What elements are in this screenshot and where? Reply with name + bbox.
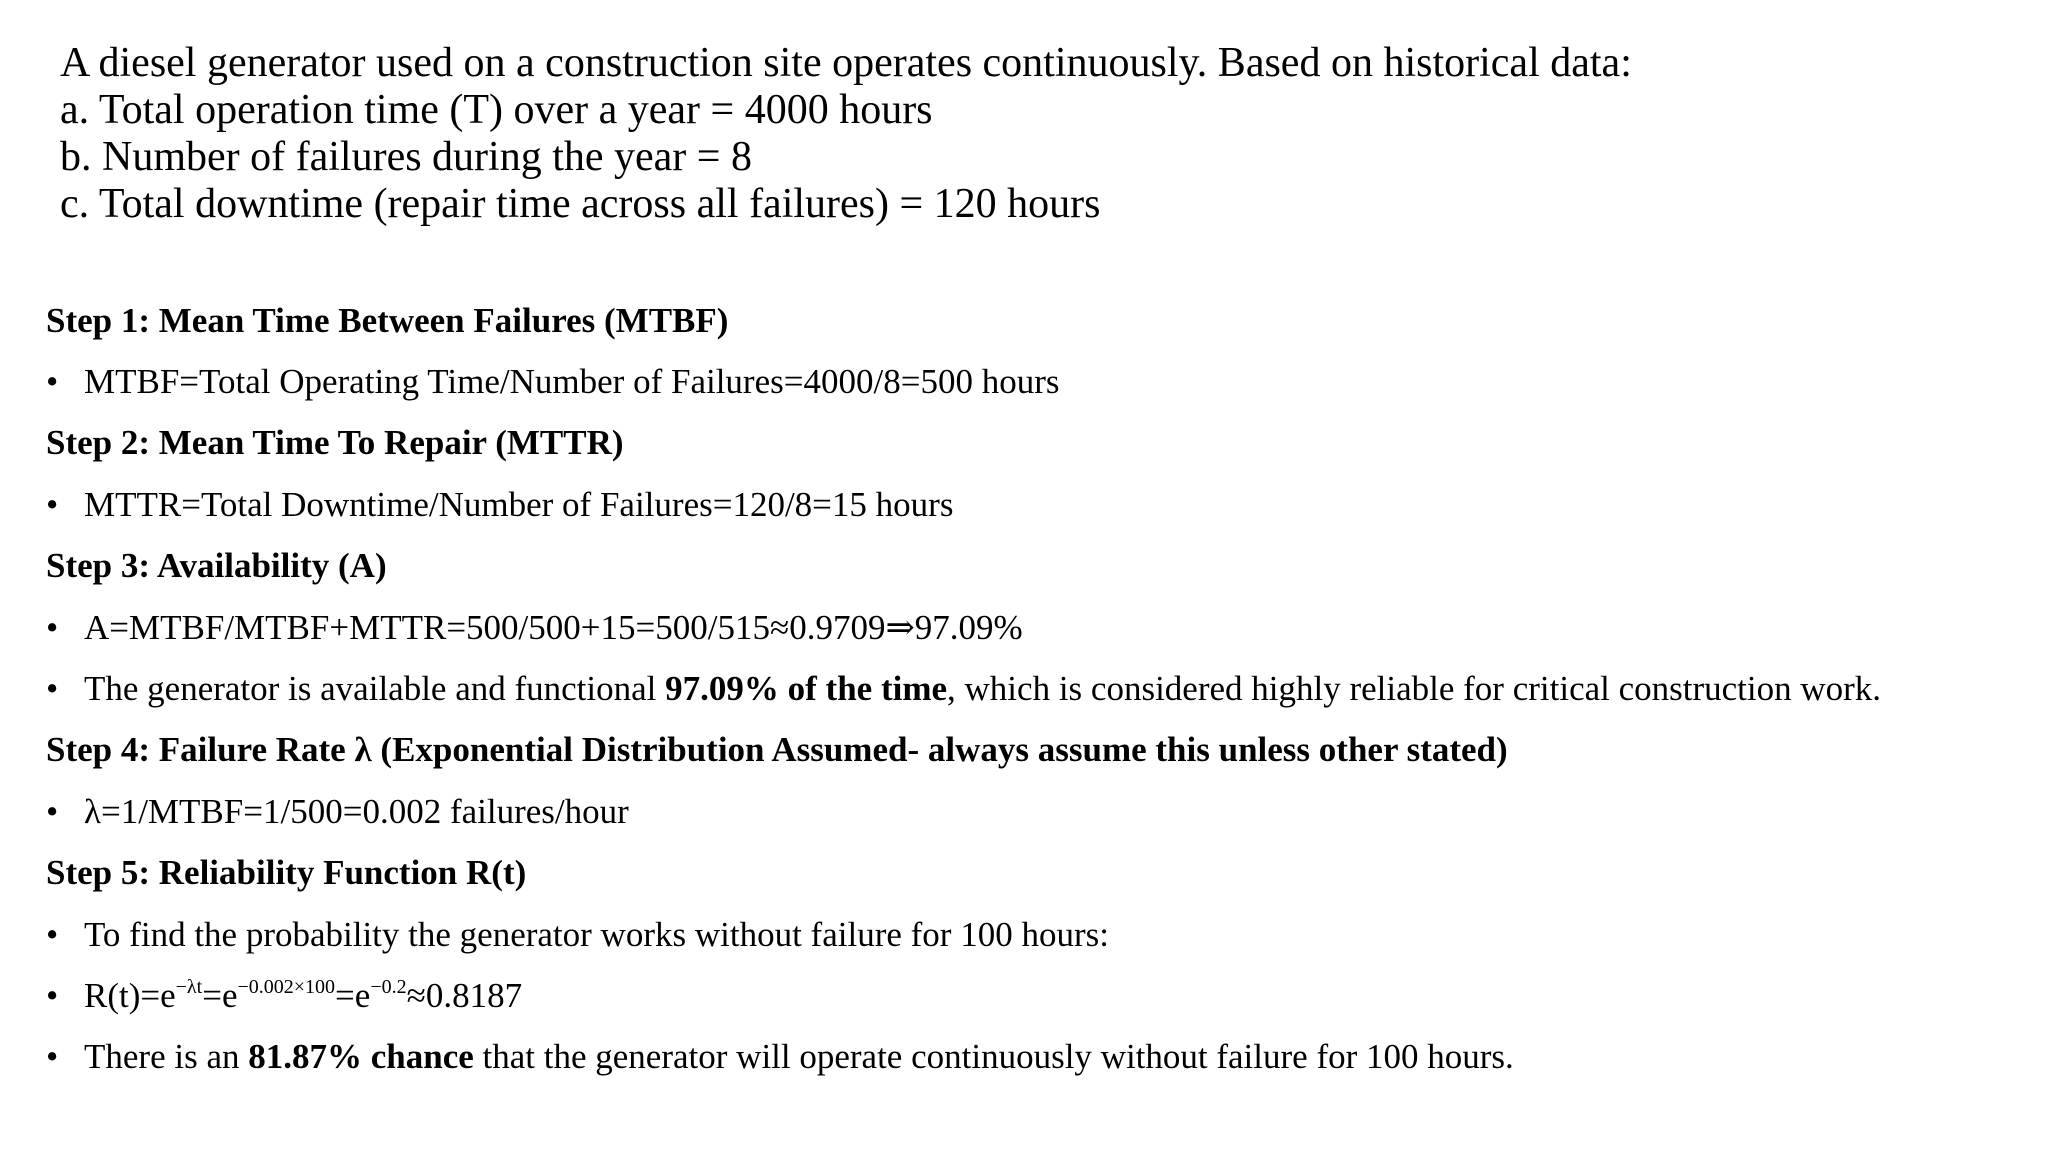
given-failures: b. Number of failures during the year = 8 xyxy=(60,134,752,180)
problem-intro-line: A diesel generator used on a construction site operates continuously. Based on historical data: xyxy=(60,40,1632,86)
step3-bullet-availability: • A=MTBF/MTBF+MTTR=500/500+15=500/515≈0.9709⇒97.09% xyxy=(46,608,1023,647)
bullet-dot: • xyxy=(46,1037,59,1076)
reliability-highlight: 81.87% chance xyxy=(248,1037,474,1076)
step5-bullet-question: • To find the probability the generator works without failure for 100 hours: xyxy=(46,915,1109,954)
bullet-dot: • xyxy=(46,669,59,708)
step4-heading: Step 4: Failure Rate λ (Exponential Distribution Assumed- always assume this unless other stated) xyxy=(46,730,1508,769)
step5-heading: Step 5: Reliability Function R(t) xyxy=(46,853,527,892)
bullet-dot: • xyxy=(46,362,59,401)
step1-bullet-mtbf: • MTBF=Total Operating Time/Number of Failures=4000/8=500 hours xyxy=(46,362,1060,401)
bullet-dot: • xyxy=(46,915,59,954)
availability-highlight: 97.09% of the time xyxy=(665,669,948,708)
exponent: −0.002×100 xyxy=(237,976,336,998)
step2-heading: Step 2: Mean Time To Repair (MTTR) xyxy=(46,423,624,462)
given-operation-time: a. Total operation time (T) over a year = 4000 hours xyxy=(60,87,933,133)
bullet-dot: • xyxy=(46,792,59,831)
step3-bullet-interpretation: • The generator is available and functional 97.09% of the time, which is considered highly reliable for critical construction work. xyxy=(46,669,1882,708)
step5-bullet-conclusion: • There is an 81.87% chance that the generator will operate continuously without failure for 100 hours. xyxy=(46,1037,1514,1076)
bullet-dot: • xyxy=(46,608,59,647)
step2-bullet-mttr: • MTTR=Total Downtime/Number of Failures=120/8=15 hours xyxy=(46,485,954,524)
step1-heading: Step 1: Mean Time Between Failures (MTBF) xyxy=(46,301,729,340)
problem-statement xyxy=(60,40,1632,228)
bullet-dot: • xyxy=(46,485,59,524)
step3-heading: Step 3: Availability (A) xyxy=(46,546,387,585)
bullet-dot: • xyxy=(46,976,59,1015)
given-downtime: c. Total downtime (repair time across all failures) = 120 hours xyxy=(60,181,1101,227)
exponent: −0.2 xyxy=(370,976,407,998)
exponent: −λt xyxy=(175,976,203,998)
step4-bullet-failure-rate: • λ=1/MTBF=1/500=0.002 failures/hour xyxy=(46,792,629,831)
step5-bullet-reliability-formula: • $R(t)=e^{-\lambda t}=e^{-0.002\times 100}=e^{-0.2}\approx 0.8187$ xyxy=(46,976,523,1015)
